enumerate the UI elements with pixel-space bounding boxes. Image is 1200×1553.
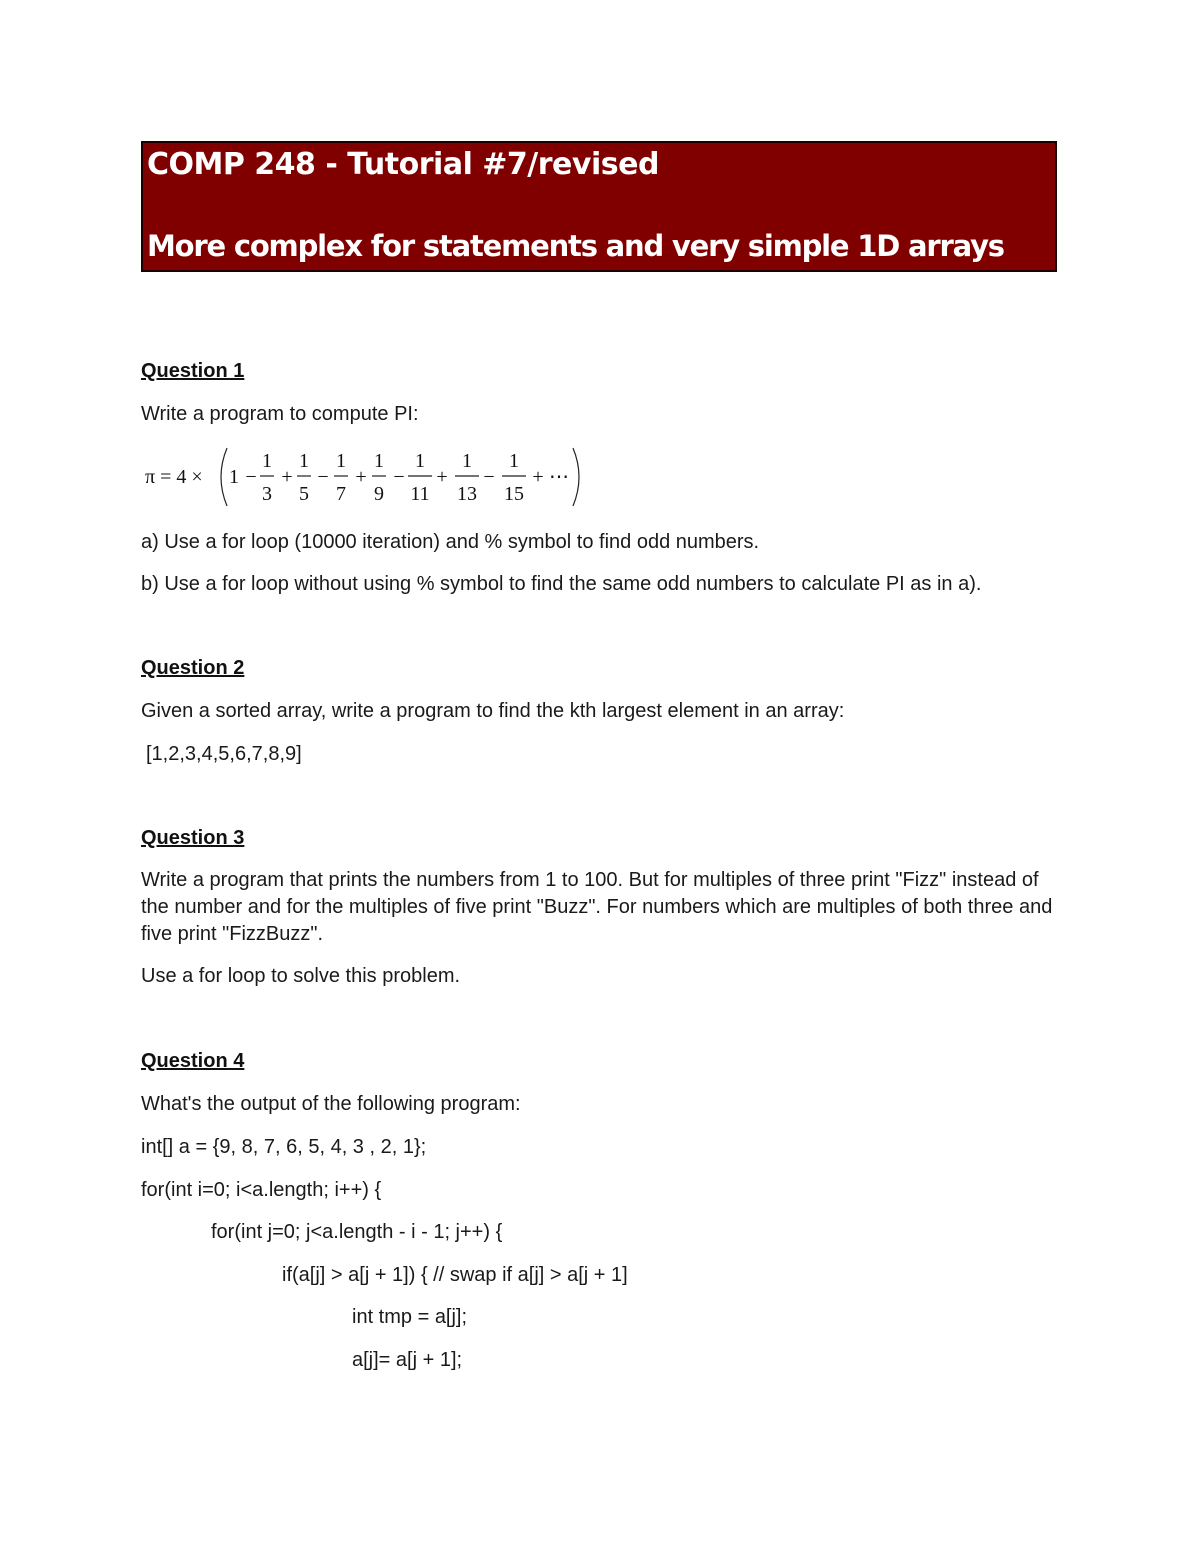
code-line: if(a[j] > a[j + 1]) { // swap if a[j] > a[j + 1]	[282, 1264, 628, 1286]
code-line: a[j]= a[j + 1];	[352, 1349, 463, 1371]
pi-series-formula	[145, 444, 595, 510]
fraction-denominator: 15	[504, 483, 524, 505]
code-line: for(int j=0; j<a.length - i - 1; j++) {	[211, 1221, 503, 1243]
fraction-denominator: 7	[336, 483, 346, 505]
fraction-numerator: 1	[415, 450, 425, 472]
formula-ellipsis: ⋯	[549, 466, 569, 488]
question-2-heading: Question 2	[141, 657, 245, 679]
question-3-text: Write a program that prints the numbers from 1 to 100. But for multiples of three print "Fizz" instead of the number and for the multiples of five print "Buzz". For numbers which are multiples of both three and five print "FizzBuzz".	[141, 869, 1053, 945]
formula-operator: +	[281, 466, 293, 488]
formula-operator: −	[483, 466, 495, 488]
question-1-heading: Question 1	[141, 360, 245, 382]
title-banner	[141, 141, 1057, 272]
fraction-numerator: 1	[262, 450, 272, 472]
formula-operator: −	[245, 466, 257, 488]
question-3-heading: Question 3	[141, 827, 245, 849]
formula-lhs: π = 4 ×	[145, 466, 203, 488]
document-subtitle: More complex for statements and very simple 1D arrays	[147, 229, 1004, 263]
question-1-part-b: b) Use a for loop without using % symbol to find the same odd numbers to calculate PI as in a).	[141, 573, 982, 595]
formula-one: 1	[229, 466, 239, 488]
question-2-array: [1,2,3,4,5,6,7,8,9]	[146, 743, 302, 765]
document-title: COMP 248 - Tutorial #7/revised	[147, 147, 659, 182]
question-1-intro: Write a program to compute PI:	[141, 403, 419, 425]
fraction-numerator: 1	[299, 450, 309, 472]
fraction-denominator: 5	[299, 483, 309, 505]
fraction-numerator: 1	[509, 450, 519, 472]
formula-operator: +	[436, 466, 448, 488]
fraction-denominator: 9	[374, 483, 384, 505]
code-line: int[] a = {9, 8, 7, 6, 5, 4, 3 , 2, 1};	[141, 1136, 427, 1158]
fraction-numerator: 1	[336, 450, 346, 472]
formula-operator: +	[355, 466, 367, 488]
formula-operator: −	[393, 466, 405, 488]
question-2-text: Given a sorted array, write a program to find the kth largest element in an array:	[141, 700, 845, 722]
formula-operator: +	[532, 466, 544, 488]
fraction-numerator: 1	[374, 450, 384, 472]
left-paren	[221, 448, 227, 506]
fraction-denominator: 3	[262, 483, 272, 505]
formula-operator: −	[317, 466, 329, 488]
fraction-denominator: 11	[410, 483, 430, 505]
fraction-numerator: 1	[462, 450, 472, 472]
right-paren	[573, 448, 579, 506]
code-line: int tmp = a[j];	[352, 1306, 468, 1328]
question-4-intro: What's the output of the following program:	[141, 1093, 521, 1115]
question-4-heading: Question 4	[141, 1050, 245, 1072]
question-1-part-a: a) Use a for loop (10000 iteration) and % symbol to find odd numbers.	[141, 531, 760, 553]
fraction-denominator: 13	[457, 483, 477, 505]
code-line: for(int i=0; i<a.length; i++) {	[141, 1179, 382, 1201]
question-3-note: Use a for loop to solve this problem.	[141, 965, 461, 987]
